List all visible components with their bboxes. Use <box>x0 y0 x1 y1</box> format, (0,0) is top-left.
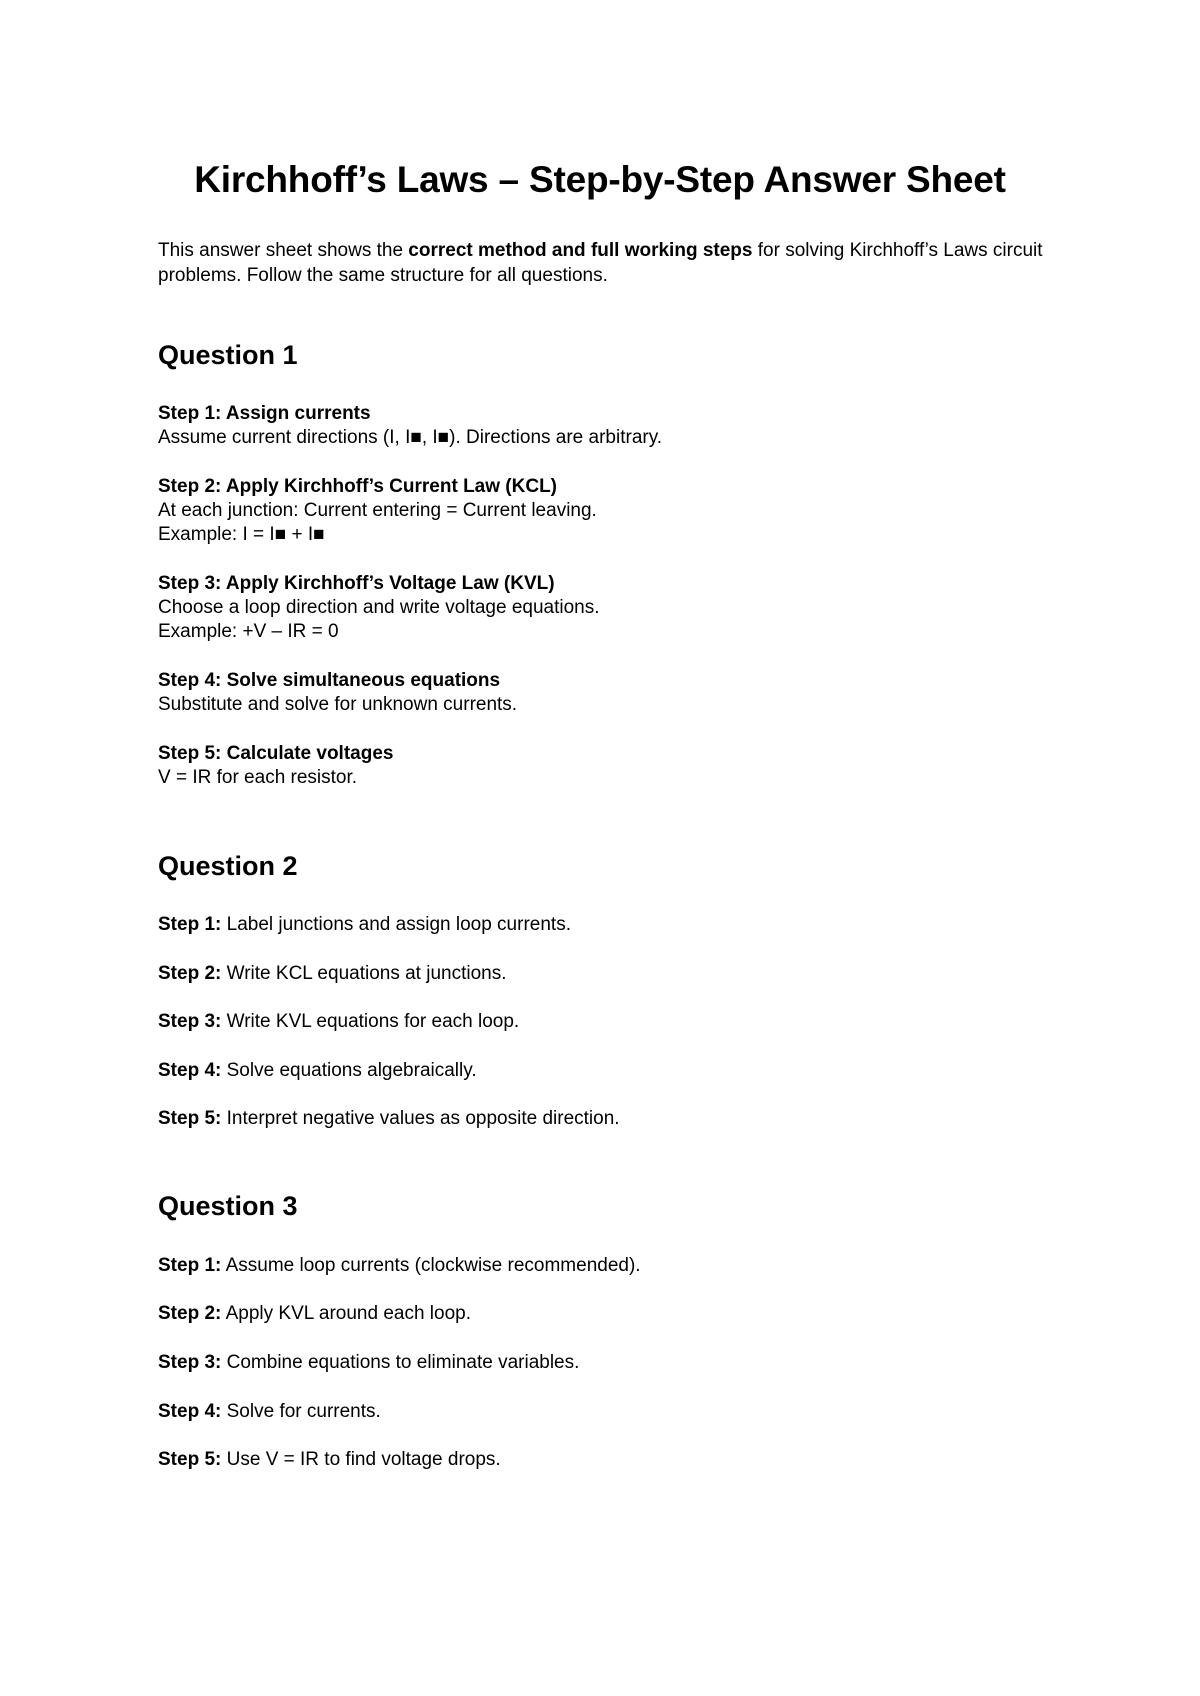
q2-step-5-label: Step 5: <box>158 1108 222 1129</box>
q1-step-5 <box>158 742 1058 790</box>
q3-step-5-label: Step 5: <box>158 1449 222 1470</box>
q1-step-4-title: Step 4: Solve simultaneous equations <box>158 670 501 691</box>
intro-paragraph <box>158 238 1058 288</box>
q1-step-2-title: Step 2: Apply Kirchhoff’s Current Law (KCL) <box>158 476 557 497</box>
q3-step-3 <box>158 1351 1058 1375</box>
q1-step-5-title: Step 5: Calculate voltages <box>158 743 394 764</box>
q2-step-5-text: Interpret negative values as opposite direction. <box>221 1108 620 1129</box>
intro-text-pre: This answer sheet shows the <box>158 240 409 261</box>
q2-step-4-text: Solve equations algebraically. <box>221 1060 477 1081</box>
q1-step-3-line-2: Example: +V – IR = 0 <box>158 621 339 642</box>
q3-step-5-text: Use V = IR to find voltage drops. <box>221 1449 501 1470</box>
question-1-heading: Question 1 <box>158 340 298 370</box>
q3-step-2-label: Step 2: <box>158 1303 222 1324</box>
q2-step-1-label: Step 1: <box>158 914 222 935</box>
q2-step-1-text: Label junctions and assign loop currents. <box>221 914 571 935</box>
q2-step-3-text: Write KVL equations for each loop. <box>221 1011 520 1032</box>
q1-step-2-line-1: At each junction: Current entering = Current leaving. <box>158 500 597 521</box>
q3-step-3-label: Step 3: <box>158 1352 222 1373</box>
q2-step-4 <box>158 1059 1058 1083</box>
question-3-heading: Question 3 <box>158 1191 298 1221</box>
q1-step-1 <box>158 402 1058 450</box>
q3-step-1-label: Step 1: <box>158 1255 222 1276</box>
q3-step-4-text: Solve for currents. <box>221 1401 381 1422</box>
q3-step-4 <box>158 1400 1058 1424</box>
intro-text-post: for solving Kirchhoff’s Laws circuit problems. Follow the same structure for all questions. <box>158 240 1043 286</box>
q3-step-3-text: Combine equations to eliminate variables. <box>221 1352 580 1373</box>
q1-step-4-line-1: Substitute and solve for unknown currents. <box>158 694 518 715</box>
q2-step-1 <box>158 913 1058 937</box>
q1-step-5-line-1: V = IR for each resistor. <box>158 767 358 788</box>
q2-step-5 <box>158 1107 1058 1131</box>
q2-step-2 <box>158 962 1058 986</box>
q1-step-2-line-2: Example: I = I■ + I■ <box>158 524 325 545</box>
q3-step-1-text: Assume loop currents (clockwise recommended). <box>221 1255 641 1276</box>
q2-step-4-label: Step 4: <box>158 1060 222 1081</box>
q1-step-4 <box>158 669 1058 717</box>
q1-step-1-title: Step 1: Assign currents <box>158 403 371 424</box>
q1-step-3-title: Step 3: Apply Kirchhoff’s Voltage Law (KVL) <box>158 573 555 594</box>
q3-step-5 <box>158 1448 1058 1472</box>
q2-step-2-text: Write KCL equations at junctions. <box>221 963 507 984</box>
q2-step-3-label: Step 3: <box>158 1011 222 1032</box>
q1-step-1-line-1: Assume current directions (I, I■, I■). Directions are arbitrary. <box>158 427 663 448</box>
q3-step-4-label: Step 4: <box>158 1401 222 1422</box>
q1-step-3-line-1: Choose a loop direction and write voltage equations. <box>158 597 600 618</box>
q3-step-1 <box>158 1254 1058 1278</box>
q3-step-2 <box>158 1302 1058 1326</box>
q1-step-3 <box>158 572 1058 644</box>
intro-text-bold: correct method and full working steps <box>408 240 753 261</box>
q2-step-3 <box>158 1010 1058 1034</box>
q2-step-2-label: Step 2: <box>158 963 222 984</box>
page-title: Kirchhoff’s Laws – Step-by-Step Answer Sheet <box>194 159 1006 200</box>
q1-step-2 <box>158 475 1058 547</box>
q3-step-2-text: Apply KVL around each loop. <box>221 1303 472 1324</box>
question-2-heading: Question 2 <box>158 851 298 881</box>
